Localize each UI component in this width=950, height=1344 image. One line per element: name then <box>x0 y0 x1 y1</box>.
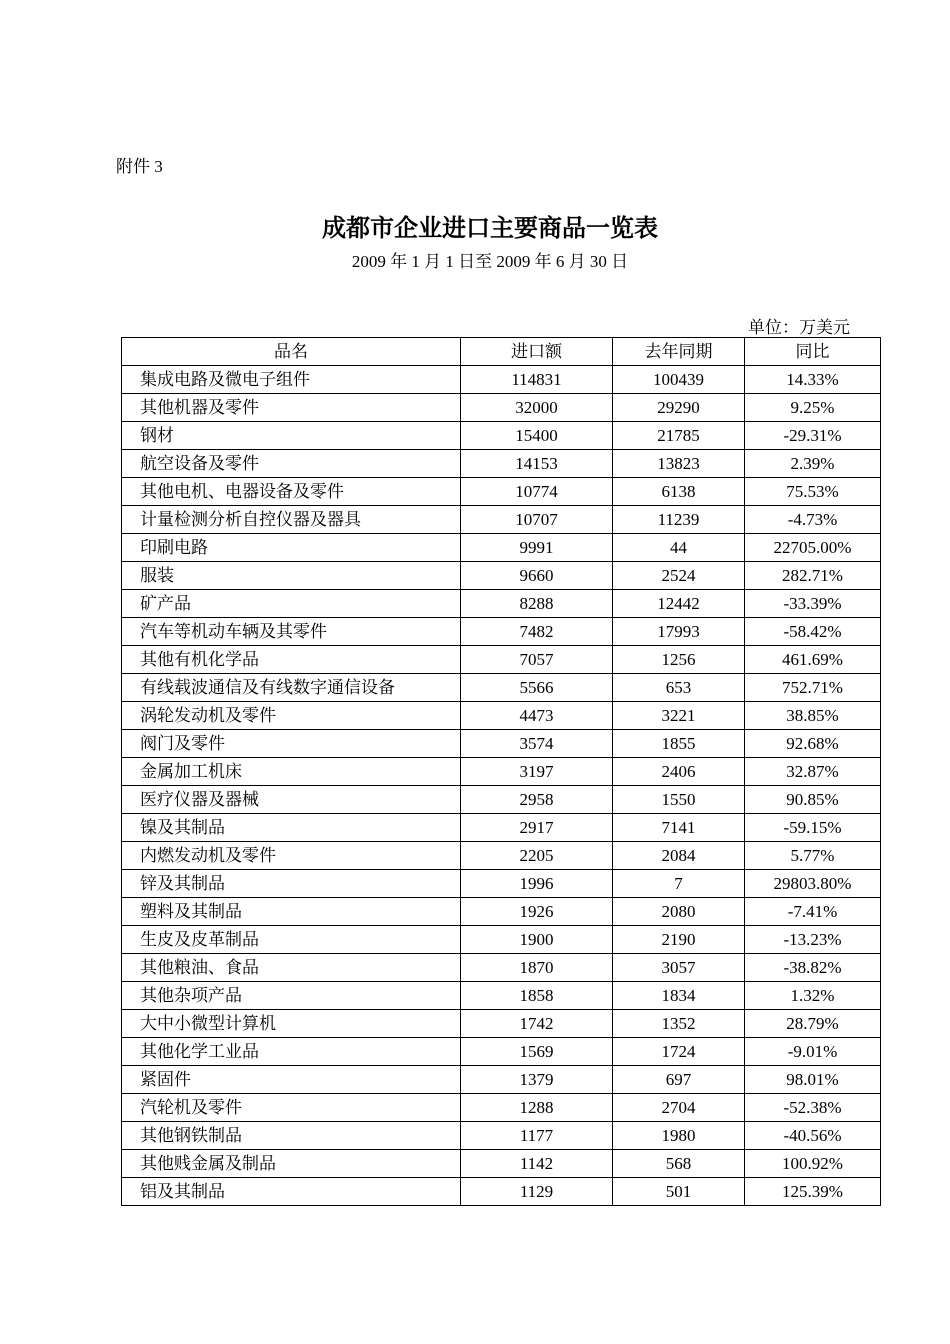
table-row <box>122 870 881 898</box>
yoy-cell: 752.71% <box>745 674 881 702</box>
import-value-cell: 1379 <box>461 1066 613 1094</box>
commodity-name-cell: 其他贱金属及制品 <box>122 1150 461 1178</box>
import-value-cell: 1900 <box>461 926 613 954</box>
yoy-cell: 90.85% <box>745 786 881 814</box>
last-year-cell: 13823 <box>613 450 745 478</box>
last-year-cell: 1550 <box>613 786 745 814</box>
import-value-cell: 2205 <box>461 842 613 870</box>
last-year-cell: 7 <box>613 870 745 898</box>
table-row <box>122 674 881 702</box>
yoy-cell: 92.68% <box>745 730 881 758</box>
last-year-cell: 2080 <box>613 898 745 926</box>
attachment-label: 附件 3 <box>116 157 163 176</box>
commodity-name-cell: 阀门及零件 <box>122 730 461 758</box>
import-value-cell: 3197 <box>461 758 613 786</box>
table-row <box>122 534 881 562</box>
yoy-cell: 9.25% <box>745 394 881 422</box>
import-value-cell: 7057 <box>461 646 613 674</box>
table-row <box>122 1066 881 1094</box>
commodity-name-cell: 计量检测分析自控仪器及器具 <box>122 506 461 534</box>
commodity-name-cell: 其他杂项产品 <box>122 982 461 1010</box>
table-row <box>122 450 881 478</box>
import-value-cell: 1142 <box>461 1150 613 1178</box>
import-value-cell: 1858 <box>461 982 613 1010</box>
column-header-last-year: 去年同期 <box>613 338 745 366</box>
last-year-cell: 21785 <box>613 422 745 450</box>
import-value-cell: 1996 <box>461 870 613 898</box>
last-year-cell: 12442 <box>613 590 745 618</box>
import-value-cell: 1129 <box>461 1178 613 1206</box>
import-value-cell: 1288 <box>461 1094 613 1122</box>
last-year-cell: 653 <box>613 674 745 702</box>
yoy-cell: -33.39% <box>745 590 881 618</box>
table-row <box>122 982 881 1010</box>
import-value-cell: 3574 <box>461 730 613 758</box>
table-row <box>122 730 881 758</box>
import-value-cell: 32000 <box>461 394 613 422</box>
table-row <box>122 842 881 870</box>
import-value-cell: 7482 <box>461 618 613 646</box>
commodity-name-cell: 其他钢铁制品 <box>122 1122 461 1150</box>
import-value-cell: 1177 <box>461 1122 613 1150</box>
yoy-cell: 22705.00% <box>745 534 881 562</box>
yoy-cell: 100.92% <box>745 1150 881 1178</box>
commodity-name-cell: 钢材 <box>122 422 461 450</box>
yoy-cell: 29803.80% <box>745 870 881 898</box>
last-year-cell: 697 <box>613 1066 745 1094</box>
import-value-cell: 4473 <box>461 702 613 730</box>
commodity-name-cell: 大中小微型计算机 <box>122 1010 461 1038</box>
commodity-name-cell: 其他电机、电器设备及零件 <box>122 478 461 506</box>
commodity-name-cell: 有线载波通信及有线数字通信设备 <box>122 674 461 702</box>
last-year-cell: 568 <box>613 1150 745 1178</box>
last-year-cell: 100439 <box>613 366 745 394</box>
last-year-cell: 2524 <box>613 562 745 590</box>
commodity-name-cell: 其他化学工业品 <box>122 1038 461 1066</box>
yoy-cell: 125.39% <box>745 1178 881 1206</box>
commodity-name-cell: 汽轮机及零件 <box>122 1094 461 1122</box>
table-row <box>122 702 881 730</box>
yoy-cell: 14.33% <box>745 366 881 394</box>
yoy-cell: -58.42% <box>745 618 881 646</box>
last-year-cell: 2704 <box>613 1094 745 1122</box>
commodity-name-cell: 服装 <box>122 562 461 590</box>
last-year-cell: 2084 <box>613 842 745 870</box>
column-header-name: 品名 <box>122 338 461 366</box>
table-row <box>122 1094 881 1122</box>
yoy-cell: 75.53% <box>745 478 881 506</box>
table-row <box>122 506 881 534</box>
table-row <box>122 590 881 618</box>
table-row <box>122 758 881 786</box>
import-value-cell: 5566 <box>461 674 613 702</box>
import-value-cell: 1870 <box>461 954 613 982</box>
table-row <box>122 478 881 506</box>
table-row <box>122 1122 881 1150</box>
table-header-row <box>122 338 881 366</box>
last-year-cell: 1256 <box>613 646 745 674</box>
table-row <box>122 786 881 814</box>
table-row <box>122 422 881 450</box>
last-year-cell: 11239 <box>613 506 745 534</box>
commodity-name-cell: 生皮及皮革制品 <box>122 926 461 954</box>
import-value-cell: 15400 <box>461 422 613 450</box>
last-year-cell: 1724 <box>613 1038 745 1066</box>
last-year-cell: 1352 <box>613 1010 745 1038</box>
last-year-cell: 1834 <box>613 982 745 1010</box>
commodity-name-cell: 锌及其制品 <box>122 870 461 898</box>
table-row <box>122 562 881 590</box>
commodity-name-cell: 镍及其制品 <box>122 814 461 842</box>
import-commodities-table <box>121 337 881 1206</box>
last-year-cell: 2190 <box>613 926 745 954</box>
commodity-name-cell: 其他粮油、食品 <box>122 954 461 982</box>
table-row <box>122 646 881 674</box>
table-row <box>122 1038 881 1066</box>
table-body <box>122 366 881 1206</box>
import-value-cell: 9991 <box>461 534 613 562</box>
yoy-cell: 282.71% <box>745 562 881 590</box>
unit-label: 单位：万美元 <box>748 318 850 337</box>
import-value-cell: 1926 <box>461 898 613 926</box>
last-year-cell: 2406 <box>613 758 745 786</box>
table-row <box>122 1010 881 1038</box>
table-row <box>122 366 881 394</box>
import-value-cell: 10774 <box>461 478 613 506</box>
last-year-cell: 7141 <box>613 814 745 842</box>
yoy-cell: -29.31% <box>745 422 881 450</box>
yoy-cell: 38.85% <box>745 702 881 730</box>
commodity-name-cell: 其他机器及零件 <box>122 394 461 422</box>
import-value-cell: 8288 <box>461 590 613 618</box>
yoy-cell: 5.77% <box>745 842 881 870</box>
column-header-yoy: 同比 <box>745 338 881 366</box>
date-range: 2009 年 1 月 1 日至 2009 年 6 月 30 日 <box>351 252 629 271</box>
yoy-cell: -4.73% <box>745 506 881 534</box>
commodity-name-cell: 塑料及其制品 <box>122 898 461 926</box>
yoy-cell: 2.39% <box>745 450 881 478</box>
yoy-cell: 461.69% <box>745 646 881 674</box>
import-value-cell: 9660 <box>461 562 613 590</box>
commodity-name-cell: 集成电路及微电子组件 <box>122 366 461 394</box>
table-row <box>122 898 881 926</box>
commodity-name-cell: 铝及其制品 <box>122 1178 461 1206</box>
yoy-cell: -59.15% <box>745 814 881 842</box>
yoy-cell: 32.87% <box>745 758 881 786</box>
import-value-cell: 10707 <box>461 506 613 534</box>
yoy-cell: -9.01% <box>745 1038 881 1066</box>
last-year-cell: 501 <box>613 1178 745 1206</box>
commodity-name-cell: 紧固件 <box>122 1066 461 1094</box>
table-row <box>122 814 881 842</box>
yoy-cell: -52.38% <box>745 1094 881 1122</box>
commodity-name-cell: 金属加工机床 <box>122 758 461 786</box>
last-year-cell: 44 <box>613 534 745 562</box>
yoy-cell: -38.82% <box>745 954 881 982</box>
last-year-cell: 29290 <box>613 394 745 422</box>
import-value-cell: 2958 <box>461 786 613 814</box>
commodity-name-cell: 医疗仪器及器械 <box>122 786 461 814</box>
last-year-cell: 3221 <box>613 702 745 730</box>
yoy-cell: -40.56% <box>745 1122 881 1150</box>
last-year-cell: 17993 <box>613 618 745 646</box>
import-value-cell: 1742 <box>461 1010 613 1038</box>
import-value-cell: 114831 <box>461 366 613 394</box>
yoy-cell: 1.32% <box>745 982 881 1010</box>
yoy-cell: -13.23% <box>745 926 881 954</box>
table-row <box>122 394 881 422</box>
commodity-name-cell: 航空设备及零件 <box>122 450 461 478</box>
commodity-name-cell: 印刷电路 <box>122 534 461 562</box>
yoy-cell: 98.01% <box>745 1066 881 1094</box>
commodity-name-cell: 内燃发动机及零件 <box>122 842 461 870</box>
table-row <box>122 954 881 982</box>
table-row <box>122 1178 881 1206</box>
yoy-cell: 28.79% <box>745 1010 881 1038</box>
import-value-cell: 1569 <box>461 1038 613 1066</box>
commodity-name-cell: 其他有机化学品 <box>122 646 461 674</box>
table-row <box>122 926 881 954</box>
import-value-cell: 14153 <box>461 450 613 478</box>
page-title: 成都市企业进口主要商品一览表 <box>322 216 658 242</box>
last-year-cell: 6138 <box>613 478 745 506</box>
yoy-cell: -7.41% <box>745 898 881 926</box>
table-row <box>122 1150 881 1178</box>
import-value-cell: 2917 <box>461 814 613 842</box>
commodity-name-cell: 汽车等机动车辆及其零件 <box>122 618 461 646</box>
last-year-cell: 1855 <box>613 730 745 758</box>
last-year-cell: 1980 <box>613 1122 745 1150</box>
last-year-cell: 3057 <box>613 954 745 982</box>
column-header-import-value: 进口额 <box>461 338 613 366</box>
commodity-name-cell: 矿产品 <box>122 590 461 618</box>
commodity-name-cell: 涡轮发动机及零件 <box>122 702 461 730</box>
table-row <box>122 618 881 646</box>
